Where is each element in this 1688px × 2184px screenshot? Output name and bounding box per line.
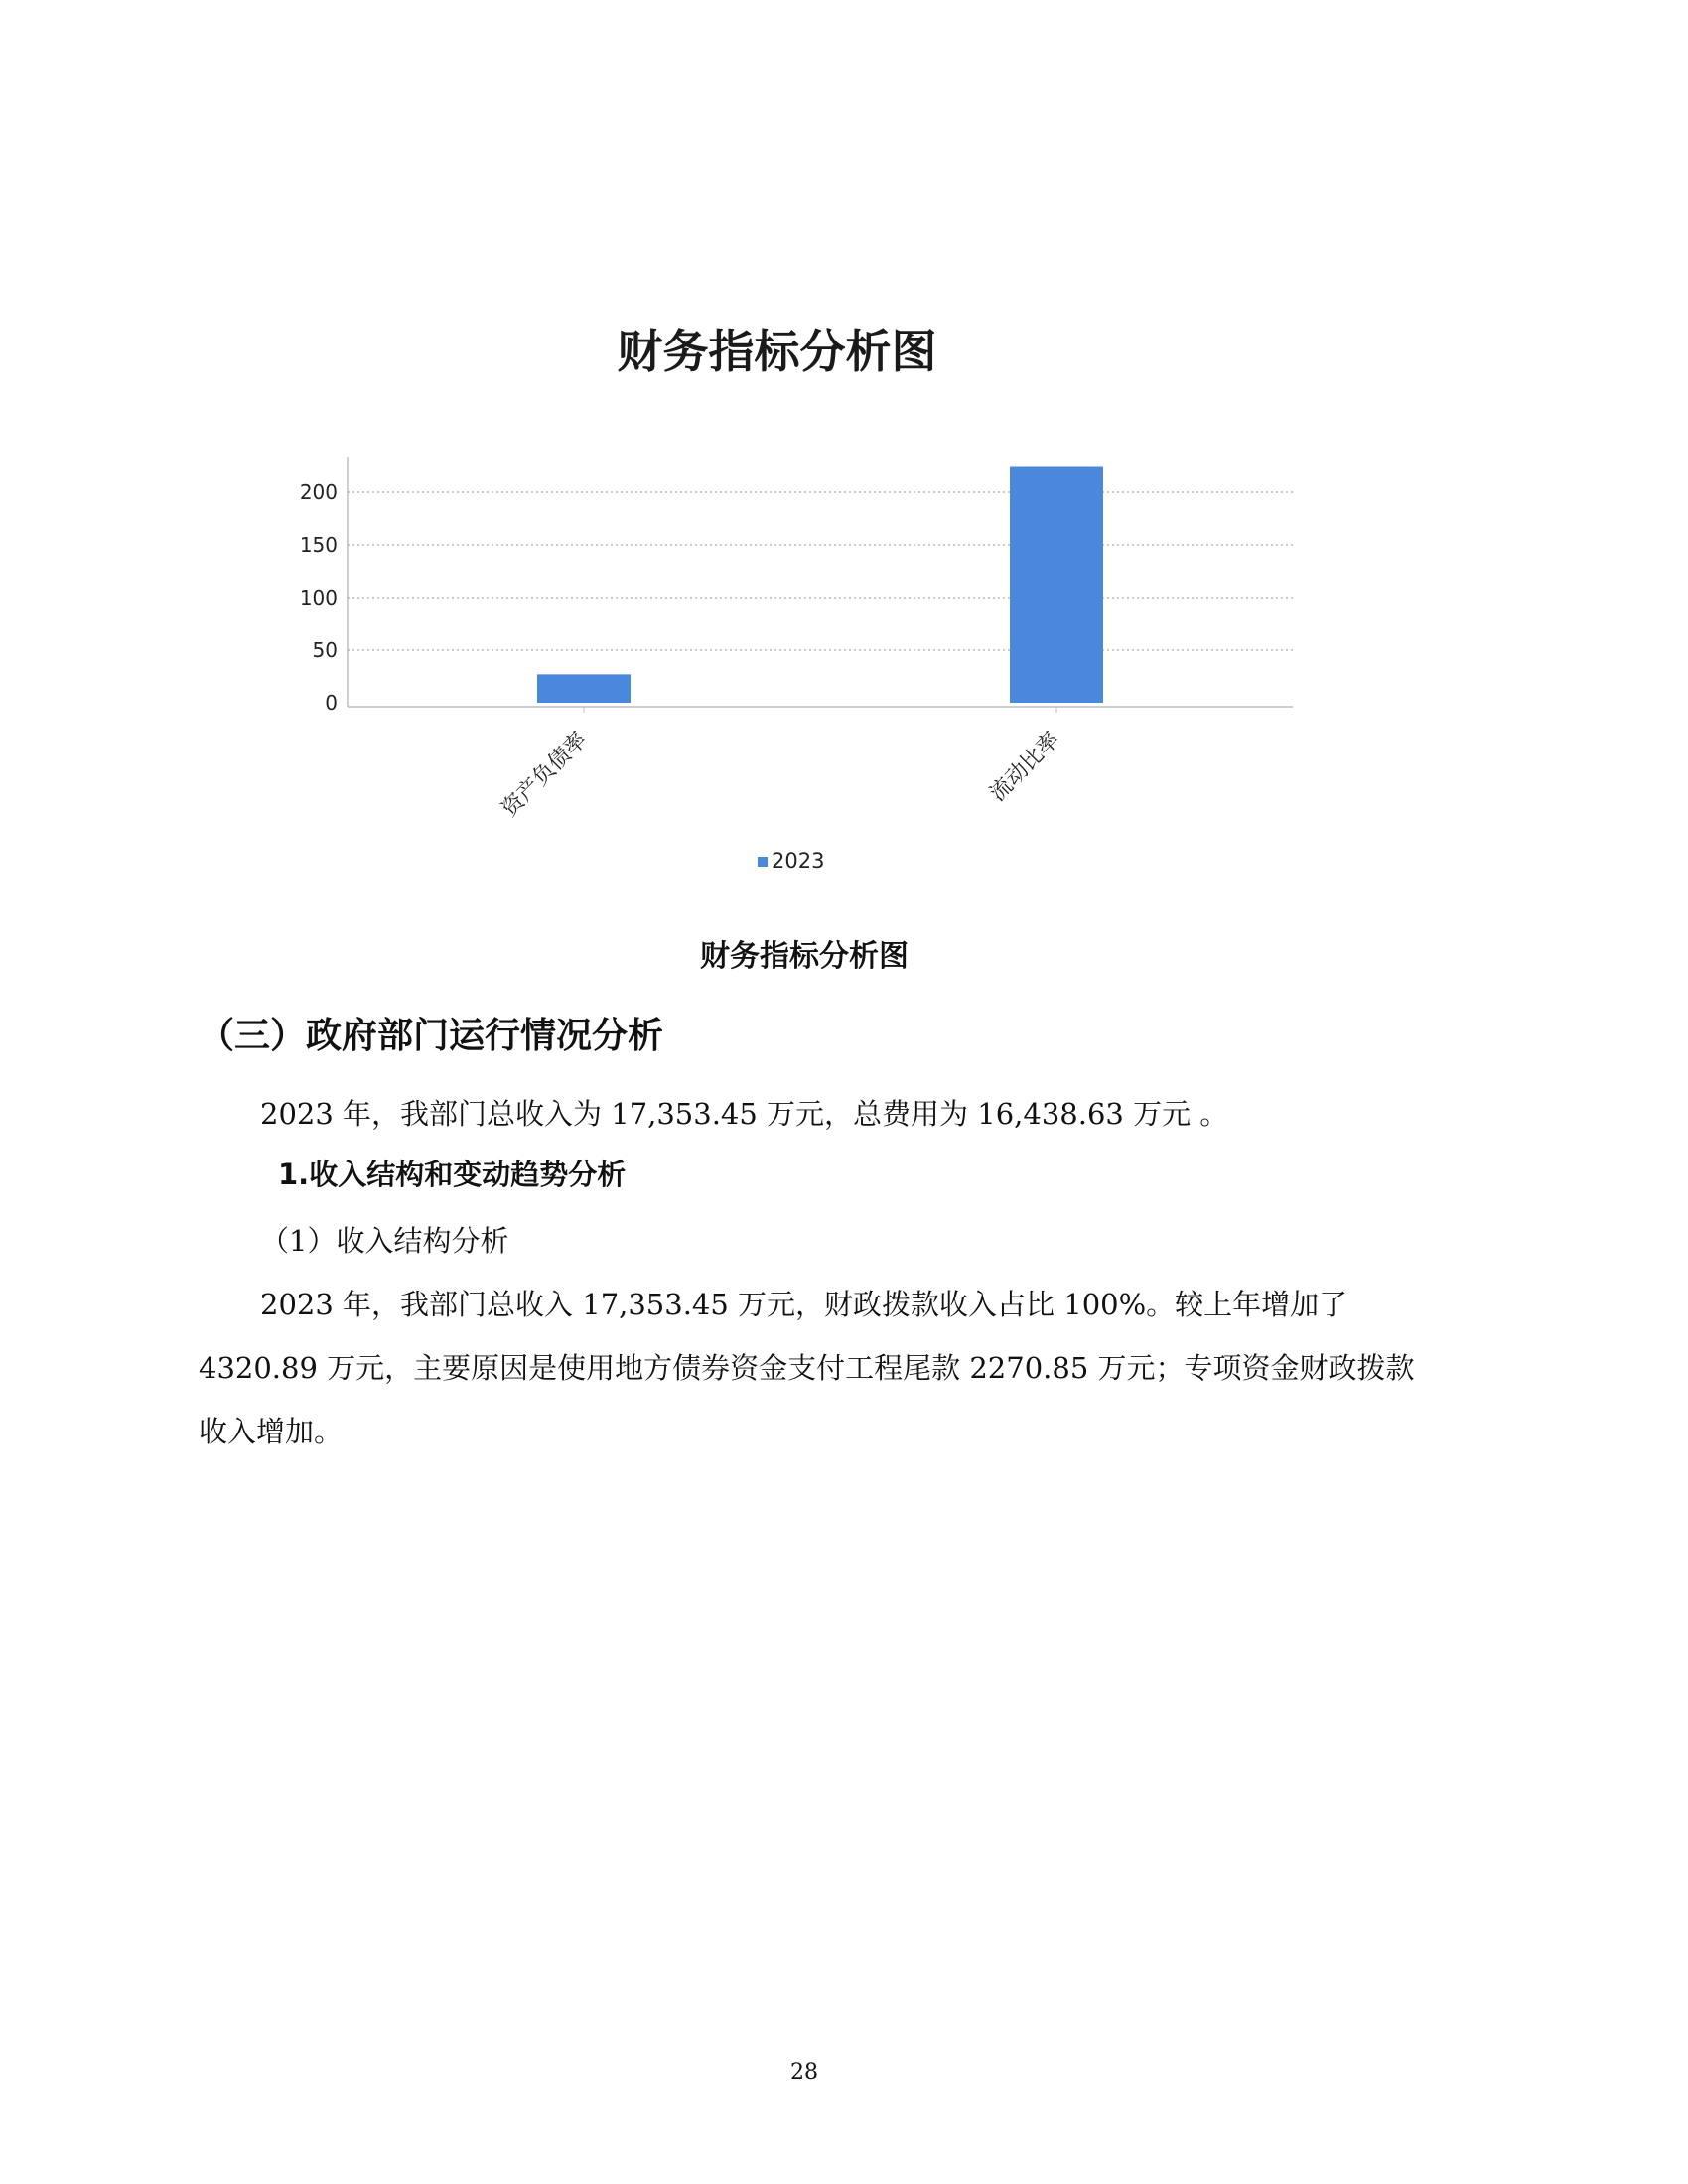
bar <box>537 674 631 703</box>
figure-caption: 财务指标分析图 <box>700 939 909 974</box>
y-tick-label: 150 <box>299 533 338 557</box>
paragraph-total-income: 2023 年，我部门总收入为 17,353.45 万元，总费用为 16,438.63 万元 。 <box>260 1097 1229 1131</box>
bar-chart <box>0 437 1390 903</box>
y-tick-label: 200 <box>299 480 338 504</box>
sub-heading-income-structure: 1.收入结构和变动趋势分析 <box>278 1158 627 1191</box>
x-category-label: 资产负债率 <box>496 727 593 823</box>
y-tick-label: 100 <box>299 586 338 610</box>
page-number: 28 <box>790 2060 818 2085</box>
y-tick-label: 50 <box>312 638 338 662</box>
chart-title: 财务指标分析图 <box>617 325 937 378</box>
legend-swatch <box>758 857 768 867</box>
y-tick-label: 0 <box>325 691 338 715</box>
paragraph-income-detail: 2023 年，我部门总收入 17,353.45 万元，财政拨款收入占比 100%。较上年增加了 4320.89 万元，主要原因是使用地方债券资金支付工程尾款 2270.85 万元；专项资金财政拨款收入增加。 <box>199 1288 1415 1448</box>
x-category-label: 流动比率 <box>985 727 1065 807</box>
bar <box>1010 467 1103 704</box>
sub-item-income-analysis: （1）收入结构分析 <box>260 1224 509 1258</box>
legend-label: 2023 <box>772 849 825 873</box>
section-heading: （三）政府部门运行情况分析 <box>199 1016 664 1056</box>
